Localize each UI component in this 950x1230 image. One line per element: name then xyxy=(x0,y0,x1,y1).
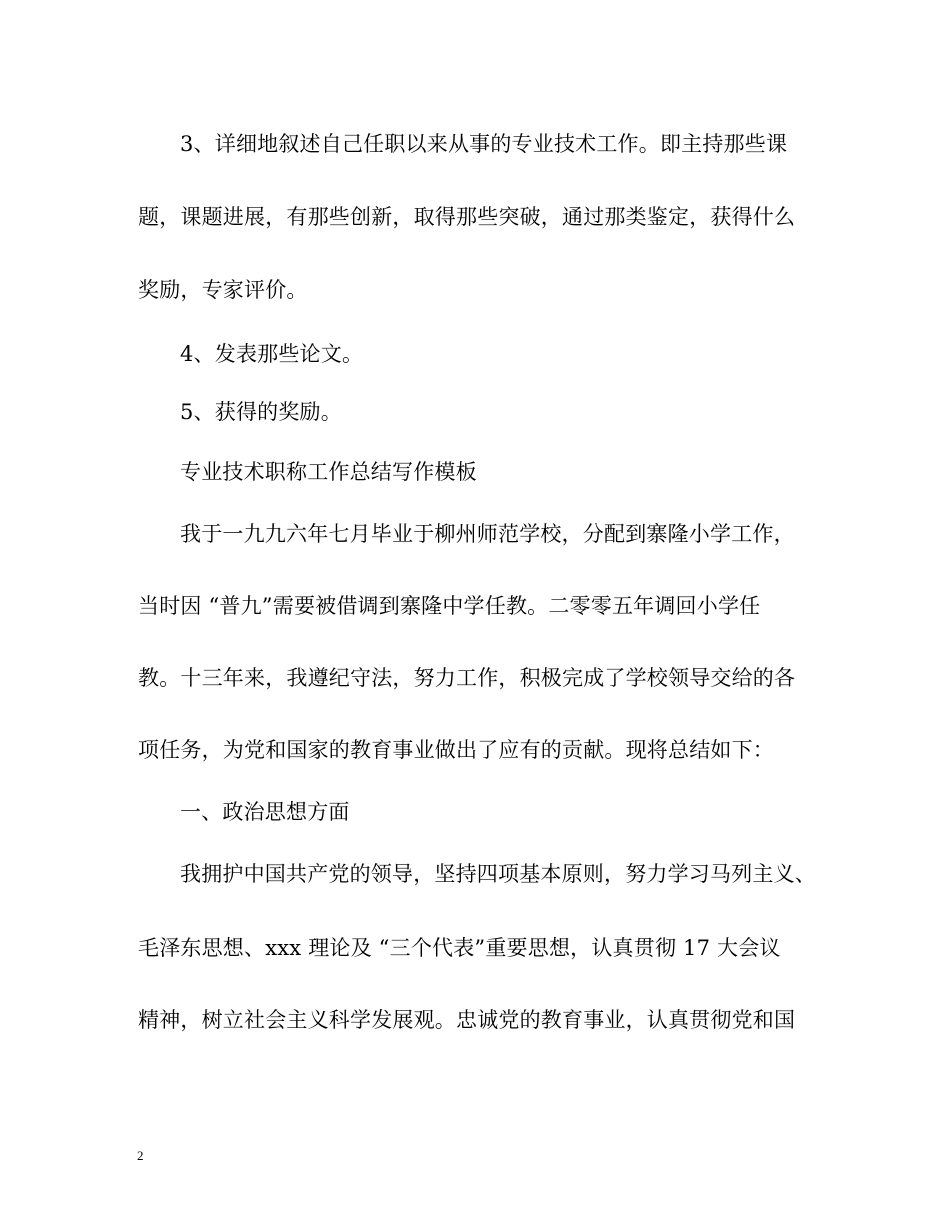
paragraph-line: 项任务，为党和国家的教育事业做出了应有的贡献。现将总结如下： xyxy=(138,738,774,762)
page-number: 2 xyxy=(137,1148,144,1163)
paragraph-line: 5、获得的奖励。 xyxy=(180,400,342,424)
paragraph-line: 毛泽东思想、xxx 理论及 “三个代表”重要思想，认真贯彻 17 大会议 xyxy=(138,936,781,960)
paragraph-line: 4、发表那些论文。 xyxy=(180,342,364,366)
paragraph-line: 奖励，专家评价。 xyxy=(138,278,308,302)
section-title: 专业技术职称工作总结写作模板 xyxy=(180,460,477,484)
paragraph-line: 3、详细地叙述自己任职以来从事的专业技术工作。即主持那些课 xyxy=(180,132,788,156)
paragraph-line: 精神，树立社会主义科学发展观。忠诚党的教育事业，认真贯彻党和国 xyxy=(138,1008,796,1032)
paragraph-line: 题，课题进展，有那些创新，取得那些突破，通过那类鉴定，获得什么 xyxy=(138,205,796,229)
paragraph-line: 我拥护中国共产党的领导，坚持四项基本原则，努力学习马列主义、 xyxy=(180,862,816,886)
section-heading: 一、政治思想方面 xyxy=(180,800,350,824)
paragraph-line: 教。十三年来，我遵纪守法，努力工作，积极完成了学校领导交给的各 xyxy=(138,666,796,690)
paragraph-line: 我于一九九六年七月毕业于柳州师范学校，分配到寨隆小学工作， xyxy=(180,522,795,546)
paragraph-line: 当时因 “普九”需要被借调到寨隆中学任教。二零零五年调回小学任 xyxy=(138,594,761,618)
